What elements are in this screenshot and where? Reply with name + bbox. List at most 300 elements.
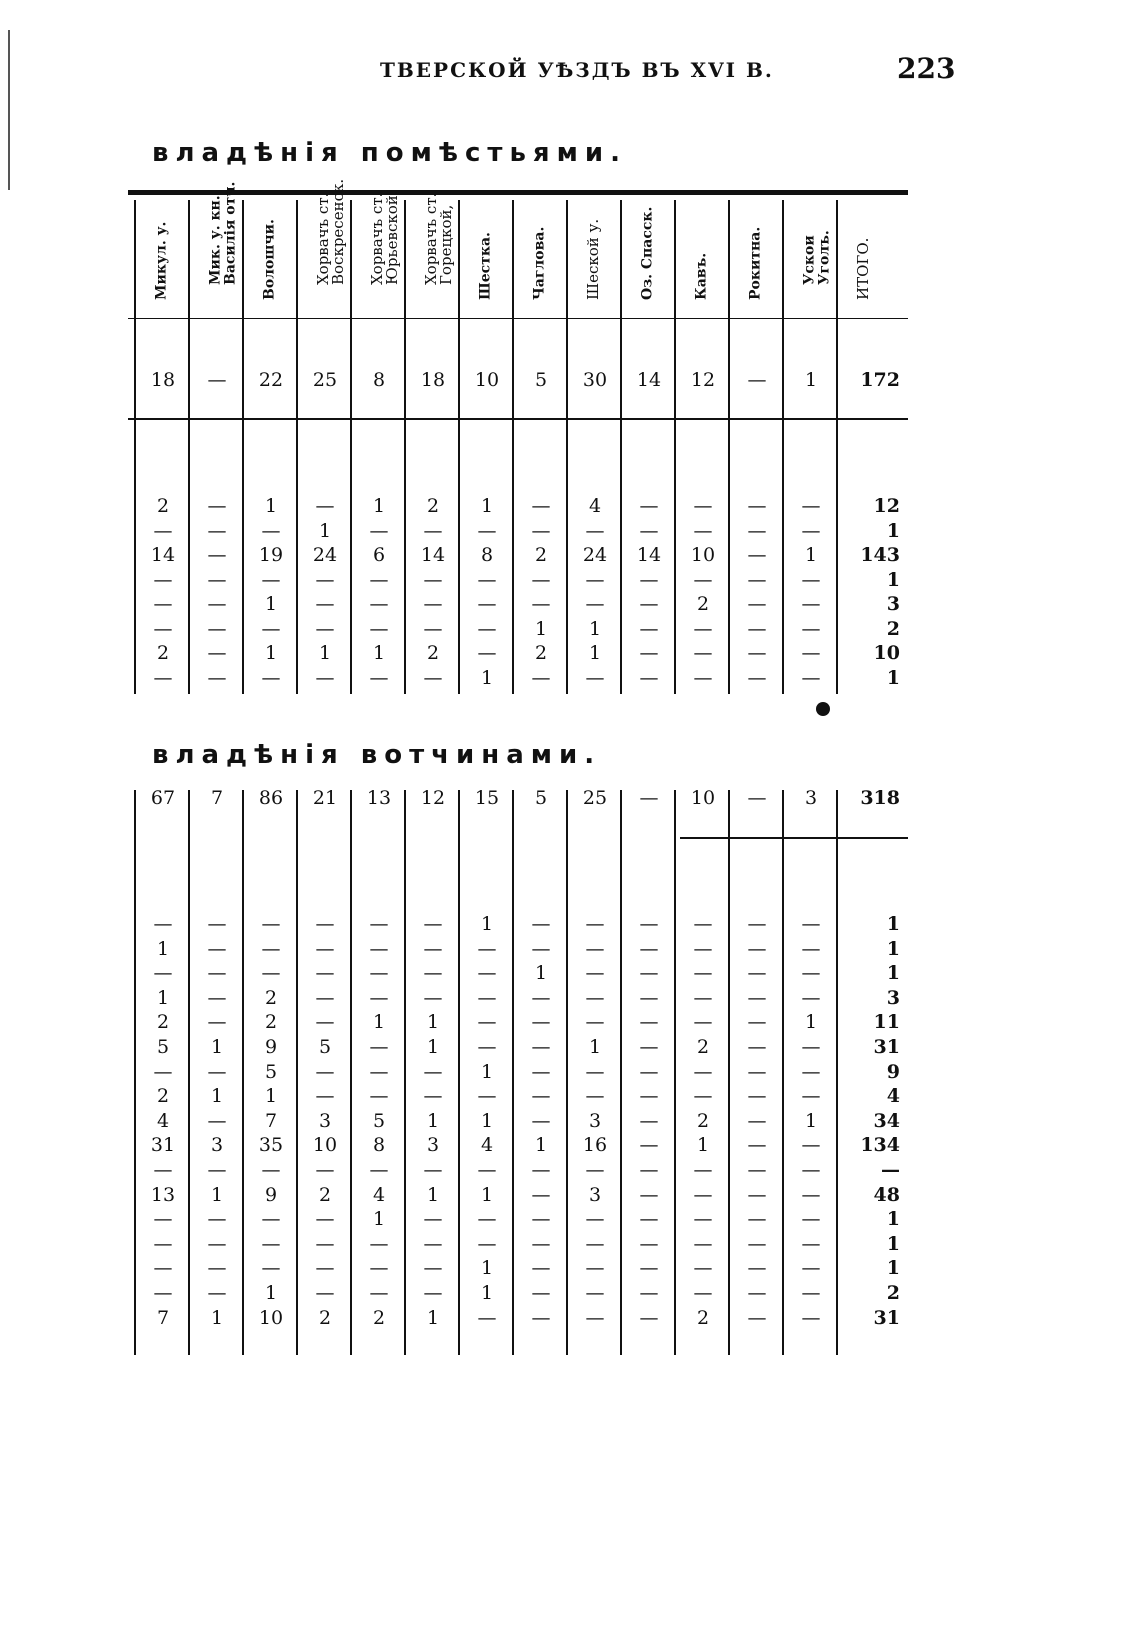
table-cell: — [747, 544, 767, 566]
table-cell: — [639, 495, 659, 517]
table-cell: — [369, 962, 389, 985]
column-header [568, 205, 622, 315]
table-cell: 9 [886, 1060, 900, 1083]
table-cell: — [801, 593, 821, 615]
table-cell: — [477, 1036, 497, 1058]
table-cell: — [531, 1085, 551, 1108]
table-cell: 3 [426, 1134, 440, 1157]
table-cell: 1 [804, 1011, 818, 1034]
table-cell: — [153, 666, 173, 689]
table-cell: — [693, 495, 713, 517]
column-header-label: Хорвачъ ст. Горецкой, [422, 192, 455, 285]
table-cell: — [747, 1159, 767, 1181]
table-cell: — [423, 617, 443, 640]
table-cell: — [693, 617, 713, 640]
table-cell: — [531, 593, 551, 615]
table-cell: 14 [420, 544, 446, 566]
table-cell: 1 [210, 1036, 224, 1058]
table-cell: — [369, 519, 389, 542]
table-cell: — [639, 986, 659, 1009]
column-header [190, 181, 244, 315]
table-cell: 1 [886, 666, 900, 689]
section-title-votchiny: владѣнія вотчинами. [152, 740, 602, 770]
table-cell: — [423, 1257, 443, 1280]
table-cell: — [477, 593, 497, 615]
table-cell: — [207, 1208, 227, 1231]
table-cell: 7 [264, 1109, 278, 1132]
table-cell: 1 [886, 913, 900, 935]
table-cell: 3 [886, 986, 900, 1009]
table-cell: 4 [156, 1109, 170, 1132]
table-cell: 1 [264, 495, 278, 517]
table-cell: 1 [318, 642, 332, 664]
table-cell: — [423, 1060, 443, 1083]
totals-cell: 15 [474, 787, 500, 809]
table-cell: — [315, 1208, 335, 1231]
column-header-label: Хорвачъ ст. Юрьевской. [368, 190, 401, 285]
table-cell: 2 [156, 1011, 170, 1034]
table-cell: — [423, 666, 443, 689]
table-cell: — [369, 1257, 389, 1280]
table-cell: 31 [150, 1134, 176, 1157]
table-cell: — [153, 913, 173, 935]
table-cell: — [693, 1060, 713, 1083]
table-cell: 1 [264, 1282, 278, 1304]
table-cell: — [881, 1159, 900, 1181]
table-cell: — [639, 1109, 659, 1132]
table-cell: — [747, 1208, 767, 1231]
table-cell: 1 [318, 519, 332, 542]
table-cell: — [207, 544, 227, 566]
table-cell: — [639, 1282, 659, 1304]
table-cell: 10 [690, 544, 716, 566]
table-cell: 1 [210, 1183, 224, 1206]
table-cell: 2 [156, 642, 170, 664]
table-cell: 14 [150, 544, 176, 566]
totals-cell: 8 [372, 369, 386, 391]
table-cell: — [153, 1060, 173, 1083]
table-cell: 2 [156, 1085, 170, 1108]
table-cell: 1 [426, 1183, 440, 1206]
table-cell: 1 [480, 1183, 494, 1206]
totals-cell: 25 [312, 369, 338, 391]
table-cell: 1 [588, 617, 602, 640]
table-cell: — [801, 913, 821, 935]
table-cell: 5 [264, 1060, 278, 1083]
table-cell: — [261, 1257, 281, 1280]
table-cell: 1 [372, 1208, 386, 1231]
table-cell: — [477, 1011, 497, 1034]
pomestya-total-rule [128, 418, 908, 420]
table-cell: 1 [156, 986, 170, 1009]
table-cell: — [585, 1282, 605, 1304]
totals-cell: 18 [420, 369, 446, 391]
table-cell: 10 [258, 1306, 284, 1329]
table-cell: 9 [264, 1183, 278, 1206]
table-cell: 1 [372, 1011, 386, 1034]
table-cell: — [639, 1085, 659, 1108]
table-cell: 2 [264, 1011, 278, 1034]
table-cell: — [693, 642, 713, 664]
table-cell: 5 [318, 1036, 332, 1058]
table-cell: — [261, 568, 281, 591]
table-cell: — [801, 568, 821, 591]
table-cell: — [531, 1011, 551, 1034]
totals-cell: — [207, 369, 227, 391]
column-header [838, 205, 892, 315]
table-cell: 2 [318, 1183, 332, 1206]
table-cell: — [315, 1257, 335, 1280]
table-cell: 1 [372, 642, 386, 664]
table-cell: — [477, 1159, 497, 1181]
table-cell: 19 [258, 544, 284, 566]
table-cell: 2 [372, 1306, 386, 1329]
table-cell: — [477, 986, 497, 1009]
table-cell: 8 [480, 544, 494, 566]
table-cell: — [207, 593, 227, 615]
column-header [244, 205, 298, 315]
table-cell: 1 [886, 1208, 900, 1231]
table-cell: — [153, 962, 173, 985]
table-cell: — [369, 986, 389, 1009]
table-cell: — [315, 495, 335, 517]
table-cell: — [153, 1232, 173, 1255]
table-cell: — [639, 1257, 659, 1280]
table-cell: — [693, 1257, 713, 1280]
table-cell: — [639, 519, 659, 542]
table-cell: — [639, 666, 659, 689]
table-cell: — [585, 1232, 605, 1255]
column-header-label: Ускои Уголъ. [801, 230, 833, 285]
table-cell: — [747, 568, 767, 591]
table-cell: — [369, 617, 389, 640]
table-cell: 34 [873, 1109, 900, 1132]
table-cell: — [747, 1085, 767, 1108]
table-cell: — [693, 986, 713, 1009]
table-cell: — [477, 568, 497, 591]
table-cell: 1 [210, 1085, 224, 1108]
table-cell: 1 [588, 642, 602, 664]
table-cell: — [693, 937, 713, 960]
table-cell: 1 [264, 593, 278, 615]
table-cell: — [207, 642, 227, 664]
totals-cell: 10 [690, 787, 716, 809]
table-cell: 1 [534, 962, 548, 985]
table-cell: — [207, 519, 227, 542]
totals-cell: 21 [312, 787, 338, 809]
table-cell: 1 [886, 1257, 900, 1280]
column-header [730, 205, 784, 315]
table-cell: — [315, 666, 335, 689]
table-cell: — [261, 1232, 281, 1255]
table-cell: — [207, 986, 227, 1009]
table-cell: — [153, 593, 173, 615]
table-cell: 2 [156, 495, 170, 517]
table-cell: — [207, 1282, 227, 1304]
table-cell: — [639, 1306, 659, 1329]
table-cell: 1 [156, 937, 170, 960]
table-cell: — [693, 962, 713, 985]
section-title-pomestya: владѣнія помѣстьями. [152, 138, 627, 168]
table-cell: — [477, 1085, 497, 1108]
table-cell: — [585, 568, 605, 591]
totals-cell: 67 [150, 787, 176, 809]
table-cell: 31 [873, 1306, 900, 1329]
table-cell: — [477, 1208, 497, 1231]
table-cell: — [261, 913, 281, 935]
totals-cell: 18 [150, 369, 176, 391]
table-cell: — [747, 986, 767, 1009]
table-cell: — [369, 1282, 389, 1304]
totals-cell: 14 [636, 369, 662, 391]
table-cell: 3 [886, 593, 900, 615]
table-cell: — [639, 937, 659, 960]
table-cell: — [801, 1036, 821, 1058]
column-header-label: Волошчи. [261, 219, 278, 300]
totals-cell: 30 [582, 369, 608, 391]
table-cell: — [261, 962, 281, 985]
table-cell: — [423, 962, 443, 985]
table-cell: — [531, 519, 551, 542]
table-cell: 7 [156, 1306, 170, 1329]
table-cell: — [369, 568, 389, 591]
column-header-label: Кавъ. [693, 252, 710, 300]
page-number: 223 [897, 52, 956, 85]
table-cell: — [531, 986, 551, 1009]
table-cell: — [261, 617, 281, 640]
table-cell: — [585, 1159, 605, 1181]
table-cell: — [801, 1282, 821, 1304]
totals-cell: — [639, 787, 659, 809]
table-cell: 2 [426, 495, 440, 517]
table-cell: — [693, 1232, 713, 1255]
table-cell: — [747, 1109, 767, 1132]
table-cell: 2 [696, 1036, 710, 1058]
table-cell: — [693, 1011, 713, 1034]
table-cell: — [801, 1232, 821, 1255]
table-cell: — [639, 617, 659, 640]
column-header [298, 178, 352, 315]
table-cell: 1 [426, 1109, 440, 1132]
table-cell: — [153, 1282, 173, 1304]
table-cell: 1 [886, 1232, 900, 1255]
column-header [136, 205, 190, 315]
table-cell: — [639, 1011, 659, 1034]
table-cell: — [369, 1060, 389, 1083]
table-cell: — [423, 913, 443, 935]
table-cell: — [261, 519, 281, 542]
table-cell: 14 [636, 544, 662, 566]
table-cell: — [477, 1232, 497, 1255]
table-cell: — [801, 962, 821, 985]
table-cell: — [747, 1060, 767, 1083]
table-cell: — [801, 1159, 821, 1181]
table-cell: — [531, 1232, 551, 1255]
table-cell: — [801, 495, 821, 517]
table-cell: — [585, 1257, 605, 1280]
table-cell: 1 [588, 1036, 602, 1058]
table-cell: 1 [480, 495, 494, 517]
table-cell: — [207, 962, 227, 985]
table-cell: 1 [696, 1134, 710, 1157]
table-cell: 1 [480, 1282, 494, 1304]
totals-cell: 22 [258, 369, 284, 391]
table-cell: — [747, 1232, 767, 1255]
table-cell: 1 [480, 913, 494, 935]
table-cell: — [585, 593, 605, 615]
table-cell: — [369, 913, 389, 935]
table-cell: — [585, 1060, 605, 1083]
column-header [352, 190, 406, 315]
table-cell: — [315, 1011, 335, 1034]
totals-cell: 86 [258, 787, 284, 809]
table-cell: — [585, 1085, 605, 1108]
table-cell: — [207, 568, 227, 591]
table-cell: — [207, 1011, 227, 1034]
totals-cell: 5 [534, 369, 548, 391]
table-cell: — [639, 1232, 659, 1255]
table-cell: — [423, 519, 443, 542]
column-header-label: Шестка. [477, 232, 494, 300]
table-cell: — [531, 1036, 551, 1058]
table-cell: — [693, 568, 713, 591]
table-cell: — [639, 962, 659, 985]
table-cell: — [207, 1060, 227, 1083]
header-bottom-rule [128, 318, 908, 319]
table-cell: 1 [480, 1060, 494, 1083]
totals-cell: 318 [860, 787, 900, 809]
column-header-label: Оз. Спасск. [639, 206, 656, 300]
table-cell: — [423, 1282, 443, 1304]
table-cell: 2 [534, 642, 548, 664]
table-cell: — [315, 962, 335, 985]
table-cell: 4 [886, 1085, 900, 1108]
table-cell: — [261, 666, 281, 689]
table-cell: — [531, 1208, 551, 1231]
totals-cell: 1 [804, 369, 818, 391]
table-cell: — [369, 1232, 389, 1255]
table-cell: — [153, 519, 173, 542]
table-cell: — [801, 1183, 821, 1206]
table-cell: — [315, 593, 335, 615]
column-header [514, 205, 568, 315]
table-cell: — [585, 962, 605, 985]
table-cell: — [207, 1232, 227, 1255]
table-cell: 1 [804, 544, 818, 566]
table-cell: — [477, 962, 497, 985]
table-cell: — [801, 1085, 821, 1108]
table-cell: — [639, 1208, 659, 1231]
table-cell: — [801, 1134, 821, 1157]
totals-cell: 172 [860, 369, 900, 391]
table-cell: — [477, 937, 497, 960]
table-cell: — [369, 666, 389, 689]
table-cell: — [531, 1257, 551, 1280]
table-cell: — [585, 986, 605, 1009]
totals-cell: — [747, 369, 767, 391]
totals-cell: 12 [690, 369, 716, 391]
table-cell: — [801, 937, 821, 960]
table-cell: — [207, 913, 227, 935]
table-cell: — [531, 1159, 551, 1181]
totals-cell: 5 [534, 787, 548, 809]
table-cell: — [585, 1208, 605, 1231]
table-cell: — [477, 1306, 497, 1329]
table-cell: — [747, 642, 767, 664]
table-cell: — [207, 666, 227, 689]
table-cell: 2 [534, 544, 548, 566]
table-cell: — [369, 1159, 389, 1181]
table-cell: — [639, 1159, 659, 1181]
table-cell: — [369, 1085, 389, 1108]
column-header-label: Шеской у. [584, 218, 602, 300]
table-cell: — [747, 1036, 767, 1058]
table-cell: — [801, 1257, 821, 1280]
table-cell: — [693, 1159, 713, 1181]
table-cell: — [747, 1134, 767, 1157]
table-cell: 12 [873, 495, 900, 517]
table-cell: — [585, 1011, 605, 1034]
table-cell: 24 [582, 544, 608, 566]
table-cell: — [153, 1257, 173, 1280]
table-cell: — [207, 1159, 227, 1181]
table-cell: — [639, 593, 659, 615]
table-cell: 1 [264, 1085, 278, 1108]
table-cell: — [207, 1257, 227, 1280]
table-cell: 5 [156, 1036, 170, 1058]
table-cell: — [315, 1060, 335, 1083]
column-header [784, 205, 838, 315]
column-header [676, 205, 730, 315]
totals-cell: 13 [366, 787, 392, 809]
table-cell: 1 [886, 568, 900, 591]
table-cell: — [261, 1159, 281, 1181]
column-header-label: Чаглова. [531, 226, 548, 300]
table-cell: — [531, 568, 551, 591]
table-cell: 2 [886, 1282, 900, 1304]
table-cell: 4 [372, 1183, 386, 1206]
table-cell: — [585, 519, 605, 542]
table-cell: — [585, 937, 605, 960]
table-cell: 2 [696, 1306, 710, 1329]
table-cell: 1 [426, 1306, 440, 1329]
table-cell: 3 [588, 1183, 602, 1206]
votchiny-total-rule [680, 837, 908, 839]
table-cell: — [261, 937, 281, 960]
table-cell: — [801, 642, 821, 664]
table-cell: — [693, 666, 713, 689]
table-cell: 3 [210, 1134, 224, 1157]
table-cell: — [423, 1232, 443, 1255]
totals-cell: 25 [582, 787, 608, 809]
table-cell: — [315, 568, 335, 591]
column-header-label: Мик. у. кн. Василія отч. [207, 181, 239, 285]
table-cell: — [315, 1282, 335, 1304]
table-cell: 24 [312, 544, 338, 566]
table-cell: — [423, 986, 443, 1009]
table-cell: 1 [426, 1011, 440, 1034]
table-cell: — [747, 495, 767, 517]
table-cell: — [693, 1208, 713, 1231]
table-cell: — [477, 519, 497, 542]
table-cell: — [207, 937, 227, 960]
column-header [406, 192, 460, 315]
table-cell: — [693, 1183, 713, 1206]
table-cell: 13 [150, 1183, 176, 1206]
table-cell: — [423, 568, 443, 591]
column-header-label: Микул. у. [153, 221, 170, 300]
table-cell: 48 [873, 1183, 900, 1206]
